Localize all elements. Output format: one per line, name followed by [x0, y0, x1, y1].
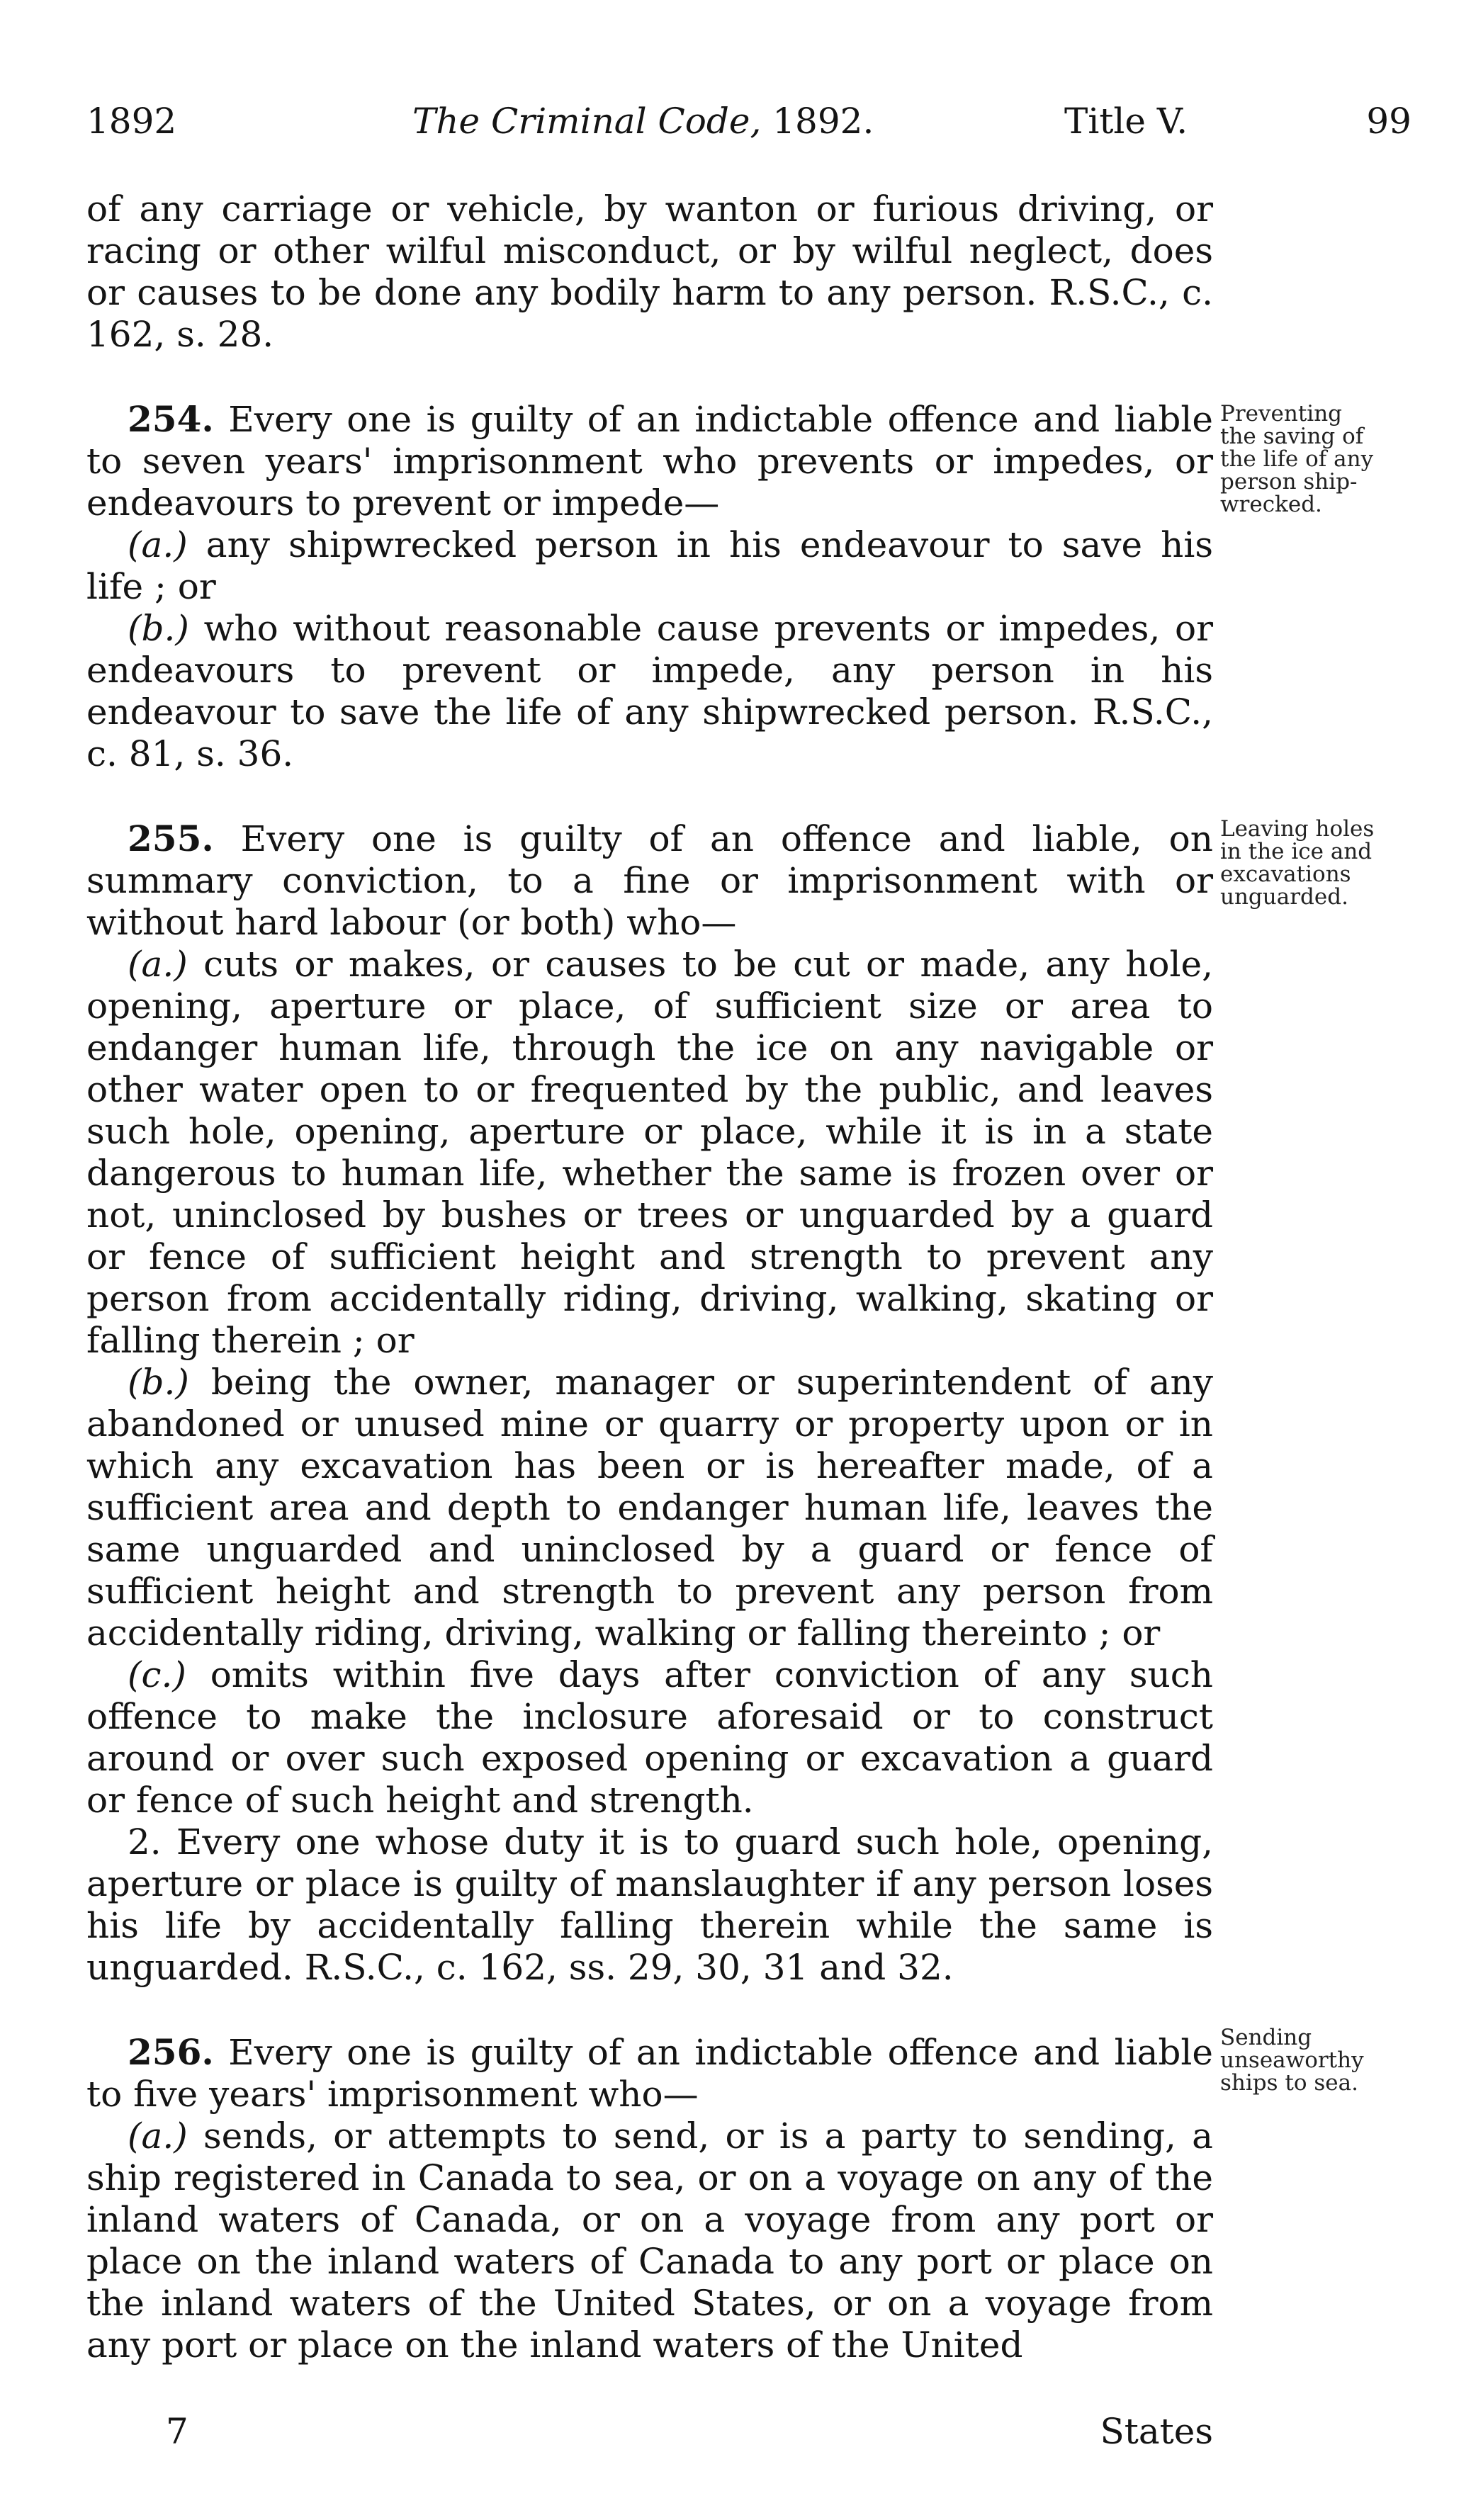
header-title-italic: The Criminal Code, [412, 101, 762, 142]
marginal-note-254 [1220, 402, 1404, 516]
clause-label: (a.) [128, 944, 188, 985]
page-footer [86, 2411, 1213, 2453]
clause-label: (a.) [128, 524, 188, 565]
marginal-note-line: Sending [1220, 2025, 1312, 2050]
clause-label: (b.) [128, 608, 189, 649]
signature-mark: 7 [166, 2411, 188, 2452]
clause-label: (a.) [128, 2115, 188, 2157]
section-255-text: Every one is guilty of an offence and liable, on summary conviction, to a fine or imprisonment with or without hard labour (or both) who— [86, 818, 1213, 943]
section-255-clause-a [86, 944, 1213, 1362]
clause-label: (c.) [128, 1654, 186, 1695]
marginal-note-256 [1220, 2026, 1404, 2094]
header-title [412, 101, 874, 142]
continuation-paragraph: of any carriage or vehicle, by wanton or furious driving, or racing or other wilful misconduct, or by wilful neglect, does or causes to be done any bodily harm to any person. R.S.C., c. 162, s. 28. [86, 188, 1213, 355]
section-254-number: 254. [128, 398, 214, 440]
section-255 [86, 818, 1213, 944]
section-256-number: 256. [128, 2031, 214, 2073]
marginal-note-line: person ship- [1220, 469, 1358, 495]
marginal-note-line: Preventing [1220, 401, 1343, 426]
section-255-subsection-2: 2. Every one whose duty it is to guard such hole, opening, aperture or place is guilty of manslaughter if any person loses his life by accidentally falling therein while the same is unguarded. R.S.C., c. 162, ss. 29, 30, 31 and 32. [86, 1821, 1213, 1988]
clause-text: any shipwrecked person in his endeavour to save his life ; or [86, 524, 1213, 607]
section-254-clause-b [86, 608, 1213, 775]
marginal-note-255 [1220, 818, 1404, 908]
catchword: States [1100, 2411, 1213, 2452]
clause-text: cuts or makes, or causes to be cut or made, any hole, opening, aperture or place, of sufficient size or area to endanger human life, through the ice on any navigable or other water open to or frequented by the public, and leaves such hole, opening, aperture or place, while it is in a state dangerous to human life, whether the same is frozen over or not, uninclosed by bushes or trees or unguarded by a guard or fence of sufficient height and strength to prevent any person from accidentally riding, driving, walking, skating or falling therein ; or [86, 944, 1213, 1361]
page-number: 99 [1366, 101, 1411, 142]
header-year: 1892 [86, 101, 177, 142]
section-254-clause-a [86, 524, 1213, 608]
clause-text: being the owner, manager or superintendent of any abandoned or unused mine or quarry or property upon or in which any excavation has been or is hereafter made, of a sufficient area and depth to endanger human life, leaves the same unguarded and uninclosed by a guard or fence of sufficient height and strength to prevent any person from accidentally riding, driving, walking or falling thereinto ; or [86, 1362, 1213, 1654]
clause-text: who without reasonable cause prevents or impedes, or endeavours to prevent or impede, any person in his endeavour to save the life of any shipwrecked person. R.S.C., c. 81, s. 36. [86, 608, 1213, 774]
section-255-clause-c [86, 1654, 1213, 1821]
marginal-note-line: in the ice and [1220, 839, 1373, 864]
section-256-clause-a [86, 2115, 1213, 2366]
marginal-note-line: wrecked. [1220, 492, 1322, 517]
marginal-note-line: the life of any [1220, 446, 1374, 472]
clause-label: (b.) [128, 1362, 189, 1403]
section-256-text: Every one is guilty of an indictable offence and liable to five years' imprisonment who— [86, 2032, 1213, 2115]
running-header [86, 101, 1411, 150]
marginal-note-line: excavations [1220, 861, 1351, 887]
marginal-note-line: unseaworthy [1220, 2047, 1364, 2073]
main-text-column [86, 188, 1213, 2366]
clause-text: sends, or attempts to send, or is a party to sending, a ship registered in Canada to sea, or on a voyage on any of the inland waters of Canada, or on a voyage from any port or place on the inland waters of Canada to any port or place on the inland waters of the United States, or on a voyage from any port or place on the inland waters of the United [86, 2115, 1213, 2366]
section-255-number: 255. [128, 818, 214, 859]
clause-text: omits within five days after conviction of any such offence to make the inclosure aforesaid or to construct around or over such exposed opening or excavation a guard or fence of such height and strength. [86, 1654, 1213, 1821]
header-title-year: 1892. [772, 101, 874, 142]
marginal-note-line: unguarded. [1220, 884, 1348, 910]
marginal-note-line: the saving of [1220, 424, 1364, 449]
marginal-note-line: ships to sea. [1220, 2070, 1358, 2096]
section-254 [86, 398, 1213, 524]
section-256 [86, 2031, 1213, 2115]
marginal-note-line: Leaving holes [1220, 816, 1375, 842]
section-255-clause-b [86, 1362, 1213, 1654]
section-254-text: Every one is guilty of an indictable offence and liable to seven years' imprisonment who prevents or impedes, or endeavours to prevent or impede— [86, 399, 1213, 524]
header-title-section: Title V. [1064, 101, 1188, 142]
